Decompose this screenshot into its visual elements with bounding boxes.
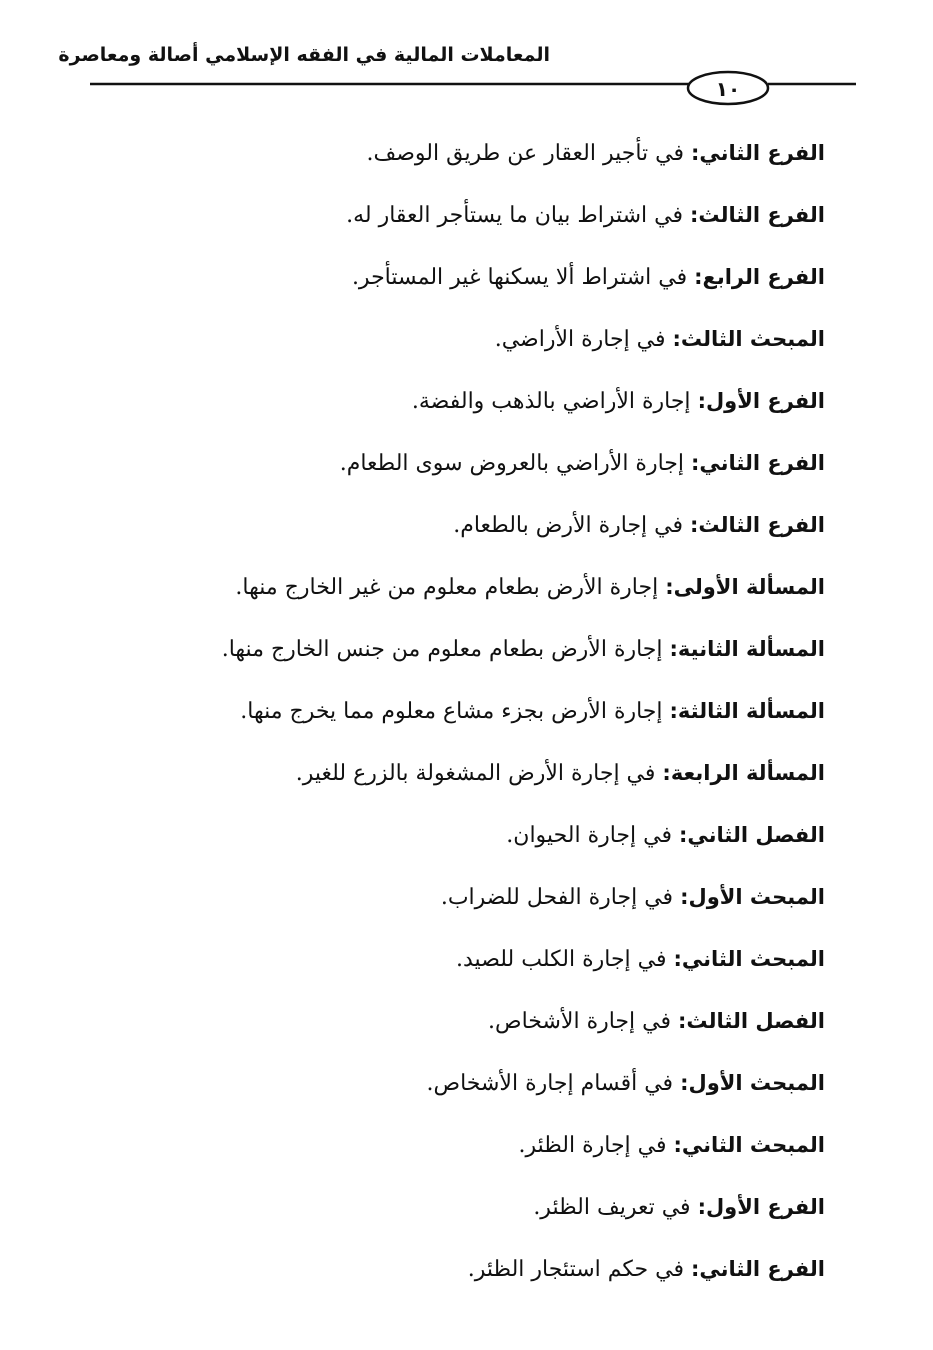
entry-label: الفرع الثاني: <box>691 451 825 475</box>
contents-entry <box>85 438 825 500</box>
entry-text: إجارة الأرض بطعام معلوم من جنس الخارج منها. <box>221 637 663 662</box>
entry-label: الفرع الرابع: <box>694 265 825 289</box>
entry-text: في إجارة الأرض بالطعام. <box>453 513 684 538</box>
entry-text: في اشتراط ألا يسكنها غير المستأجر. <box>351 265 688 290</box>
entry-text: في إجارة الحيوان. <box>506 823 672 848</box>
entry-label: الفصل الثالث: <box>678 1009 825 1033</box>
contents-entry <box>85 190 825 252</box>
entry-label: الفرع الثالث: <box>690 513 825 537</box>
entry-label: الفرع الثاني: <box>691 141 825 165</box>
entry-label: المبحث الثاني: <box>673 1133 825 1157</box>
entry-label: المسألة الثالثة: <box>669 699 825 723</box>
contents-entry <box>85 996 825 1058</box>
entry-label: الفرع الثاني: <box>691 1257 825 1281</box>
entry-text: في إجارة الظئر. <box>518 1133 667 1158</box>
contents-entry <box>85 934 825 996</box>
entry-text: في إجارة الفحل للضراب. <box>440 885 674 910</box>
entry-label: المبحث الثالث: <box>672 327 825 351</box>
entry-text: إجارة الأرض بطعام معلوم من غير الخارج منها. <box>235 575 659 600</box>
contents-entry <box>85 872 825 934</box>
entry-text: إجارة الأراضي بالعروض سوى الطعام. <box>339 451 684 476</box>
contents-list <box>85 128 825 1306</box>
entry-label: المبحث الأول: <box>680 1071 825 1095</box>
entry-label: المبحث الثاني: <box>673 947 825 971</box>
entry-text: في إجارة الأراضي. <box>494 327 666 352</box>
entry-text: في حكم استئجار الظئر. <box>467 1257 684 1282</box>
contents-entry <box>85 810 825 872</box>
entry-text: في تعريف الظئر. <box>533 1195 691 1220</box>
contents-entry <box>85 252 825 314</box>
contents-entry <box>85 314 825 376</box>
entry-text: في إجارة الأرض المشغولة بالزرع للغير. <box>295 761 656 786</box>
entry-text: إجارة الأراضي بالذهب والفضة. <box>411 389 691 414</box>
contents-entry <box>85 376 825 438</box>
entry-text: في تأجير العقار عن طريق الوصف. <box>366 141 684 166</box>
entry-label: المسألة الأولى: <box>665 575 825 599</box>
entry-label: الفرع الأول: <box>697 389 825 413</box>
entry-label: المسألة الرابعة: <box>662 761 825 785</box>
entry-label: الفرع الأول: <box>697 1195 825 1219</box>
contents-entry <box>85 1120 825 1182</box>
contents-entry <box>85 500 825 562</box>
contents-entry <box>85 686 825 748</box>
entry-text: في إجارة الكلب للصيد. <box>456 947 667 972</box>
entry-text: في إجارة الأشخاص. <box>488 1009 671 1034</box>
running-title: المعاملات المالية في الفقه الإسلامي أصالة ومعاصرة <box>58 44 550 66</box>
entry-label: المبحث الأول: <box>680 885 825 909</box>
page-number: ١٠ <box>715 77 741 101</box>
contents-entry <box>85 1244 825 1306</box>
entry-label: الفصل الثاني: <box>678 823 825 847</box>
entry-text: في أقسام إجارة الأشخاص. <box>426 1071 674 1096</box>
entry-label: الفرع الثالث: <box>690 203 825 227</box>
entry-text: في اشتراط بيان ما يستأجر العقار له. <box>346 203 684 228</box>
contents-entry <box>85 748 825 810</box>
entry-text: إجارة الأرض بجزء مشاع معلوم مما يخرج منها. <box>240 699 663 724</box>
contents-entry <box>85 1058 825 1120</box>
contents-entry <box>85 562 825 624</box>
contents-entry <box>85 624 825 686</box>
contents-entry <box>85 1182 825 1244</box>
entry-label: المسألة الثانية: <box>669 637 825 661</box>
contents-entry <box>85 128 825 190</box>
